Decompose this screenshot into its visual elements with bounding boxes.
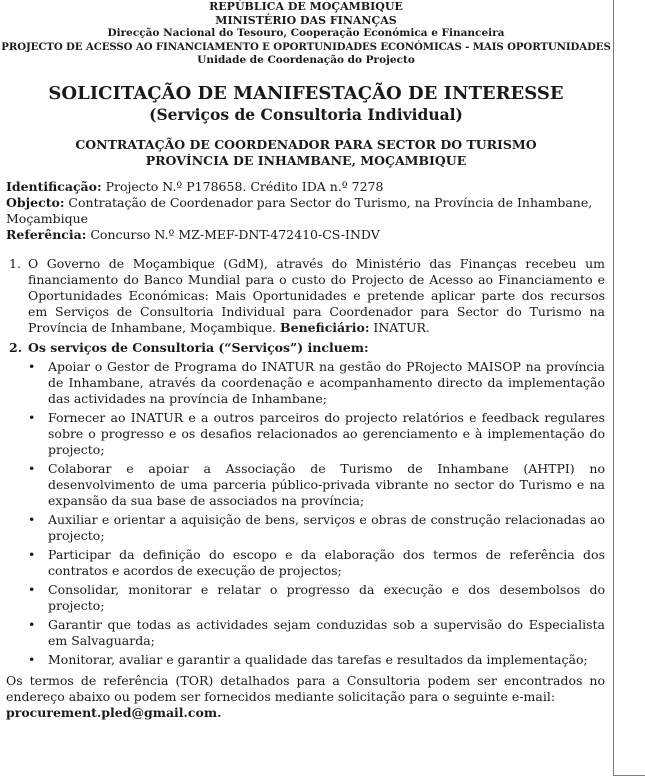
list-item-text: Garantir que todas as actividades sejam conduzidas sob a supervisão do Especialista em Salvaguarda; xyxy=(48,616,605,648)
bullet-dot: • xyxy=(28,546,36,562)
bullet-dot: • xyxy=(28,511,36,527)
list-item-text: Participar da definição do escopo e da elaboração dos termos de referência dos contratos e acordos de execução de projectos; xyxy=(48,546,605,578)
list-item xyxy=(0,547,612,579)
contract-heading-line2: PROVÍNCIA DE INHAMBANE, MOÇAMBIQUE xyxy=(145,152,467,168)
identification-label: Identificação: xyxy=(6,178,102,194)
list-item-text: Monitorar, avaliar e garantir a qualidade das tarefas e resultados da implementação; xyxy=(48,651,588,667)
beneficiary-label: Beneficiário: xyxy=(280,319,370,335)
identification-value: Projecto N.º P178658. Crédito IDA n.º 7278 xyxy=(101,178,384,194)
list-item xyxy=(0,461,612,509)
paragraph-1 xyxy=(0,256,612,336)
list-item xyxy=(0,617,612,649)
document-title: SOLICITAÇÃO DE MANIFESTAÇÃO DE INTERESSE xyxy=(48,82,564,104)
list-item-text: Fornecer ao INATUR e a outros parceiros do projecto relatórios e feedback regulares sobre o progresso e os desafios relacionados ao gerenciamento e à implementação do projecto; xyxy=(48,409,605,457)
header-unit: Unidade de Coordenação do Projecto xyxy=(197,54,415,66)
list-item xyxy=(0,359,612,407)
services-heading: Os serviços de Consultoria (“Serviços”) incluem: xyxy=(28,339,369,355)
header-project: PROJECTO DE ACESSO AO FINANCIAMENTO E OPORTUNIDADES ECONÓMICAS - MAIS OPORTUNIDADES xyxy=(1,40,611,53)
list-item-text: Apoiar o Gestor de Programa do INATUR na gestão do PRojecto MAISOP na província de Inhambane, através da coordenação e acompanhamento directo da implementação das actividades na província de Inhambane; xyxy=(48,358,605,406)
page-border-right xyxy=(613,0,614,776)
bullet-dot: • xyxy=(28,358,36,374)
bullet-dot: • xyxy=(28,616,36,632)
paragraph-1-text xyxy=(28,256,605,336)
bullet-dot: • xyxy=(28,460,36,476)
bullet-dot: • xyxy=(28,409,36,425)
list-item-text: Consolidar, monitorar e relatar o progresso da execução e dos desembolsos do projecto; xyxy=(48,581,605,613)
document-subtitle: (Serviços de Consultoria Individual) xyxy=(149,104,463,124)
header-republic: REPÚBLICA DE MOÇAMBIQUE xyxy=(209,0,403,13)
list-item xyxy=(0,652,612,668)
list-item-text: Auxiliar e orientar a aquisição de bens, serviços e obras de construção relacionadas ao projecto; xyxy=(48,511,605,543)
paragraph-2 xyxy=(0,340,612,356)
object-label: Objecto: xyxy=(6,194,65,210)
list-item xyxy=(0,410,612,458)
header-ministry: MINISTÉRIO DAS FINANÇAS xyxy=(215,13,397,27)
list-item-text: Colaborar e apoiar a Associação de Turismo de Inhambane (AHTPI) no desenvolvimento de uma parceria público-privada vibrante no sector do Turismo e na expansão da sua base de associados na província; xyxy=(48,460,605,508)
services-list xyxy=(0,359,612,668)
contract-heading-line1: CONTRATAÇÃO DE COORDENADOR PARA SECTOR DO TURISMO xyxy=(75,136,537,152)
object-line xyxy=(6,195,606,227)
object-value: Contratação de Coordenador para Sector do Turismo, na Província de Inhambane, Moçambique xyxy=(6,194,593,226)
contact-email[interactable]: procurement.pled@gmail.com. xyxy=(6,704,222,720)
header-directorate: Direcção Nacional do Tesouro, Cooperação Económica e Financeira xyxy=(107,27,505,39)
reference-value: Concurso N.º MZ-MEF-DNT-472410-CS-INDV xyxy=(86,226,380,242)
list-item xyxy=(0,512,612,544)
identification-line xyxy=(6,179,606,195)
list-item xyxy=(0,582,612,614)
bullet-dot: • xyxy=(28,581,36,597)
paragraph-2-number: 2. xyxy=(9,339,23,355)
paragraph-1-body: O Governo de Moçambique (GdM), através do Ministério das Finanças recebeu um financiamento do Banco Mundial para o custo do Projecto de Acesso ao Financiamento e Oportunidades Económicas: Mais Oportunidades e pretende aplicar parte dos recursos em Serviços de Consultoria Individual para Coordenador para Sector do Turismo na Província de Inhambane, Moçambique. xyxy=(28,255,605,335)
closing-paragraph: Os termos de referência (TOR) detalhados para a Consultoria podem ser encontrados no endereço abaixo ou podem ser fornecidos mediante solicitação para o seguinte e-mail: xyxy=(6,672,605,704)
reference-line xyxy=(6,227,606,243)
reference-label: Referência: xyxy=(6,226,87,242)
beneficiary-value: INATUR. xyxy=(369,319,430,335)
paragraph-1-number: 1. xyxy=(9,255,21,271)
bullet-dot: • xyxy=(28,651,36,667)
